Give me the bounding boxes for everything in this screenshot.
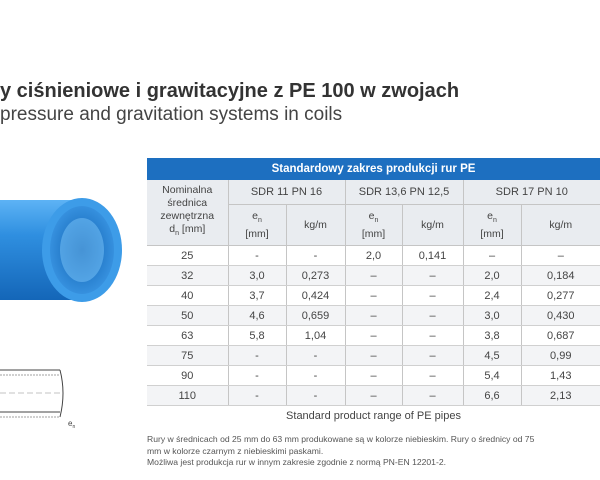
table-row xyxy=(147,266,600,286)
table-cell: - xyxy=(228,366,286,386)
pipe-range-table xyxy=(147,158,600,406)
table-row xyxy=(147,346,600,366)
table-cell: 3,7 xyxy=(228,286,286,306)
en-header: $e_n$ [mm] xyxy=(463,205,521,246)
table-cell: 0,659 xyxy=(286,306,345,326)
table-cell: 1,43 xyxy=(521,366,600,386)
table-caption-top: Standardowy zakres produkcji rur PE xyxy=(147,158,600,180)
table-cell: - xyxy=(228,386,286,406)
group-header-sdr17: SDR 17 PN 10 xyxy=(463,180,600,205)
table-row xyxy=(147,246,600,266)
table-cell: – xyxy=(402,306,463,326)
table-cell: 0,424 xyxy=(286,286,345,306)
table-cell: – xyxy=(345,306,402,326)
table-cell: 4,6 xyxy=(228,306,286,326)
title-polish: y ciśnieniowe i grawitacyjne z PE 100 w zwojach xyxy=(0,80,460,102)
table-cell: 0,141 xyxy=(402,246,463,266)
table-cell: 4,5 xyxy=(463,346,521,366)
table-cell: 0,687 xyxy=(521,326,600,346)
table-cell: – xyxy=(521,246,600,266)
table-row xyxy=(147,366,600,386)
table-cell: – xyxy=(402,286,463,306)
diameter-header: Nominalna średnica zewnętrzna $d_n$ [mm] xyxy=(147,180,228,246)
table-row xyxy=(147,286,600,306)
table-cell: 2,0 xyxy=(463,266,521,286)
note-line: Rury w średnicach od 25 mm do 63 mm produkowane są w kolorze niebieskim. Rury o średnicy od 75 xyxy=(147,434,535,444)
mass-header: kg/m xyxy=(402,205,463,246)
table-cell: 3,8 xyxy=(463,326,521,346)
table-cell: 0,430 xyxy=(521,306,600,326)
table-cell: – xyxy=(345,286,402,306)
table-cell: – xyxy=(463,246,521,266)
table-cell: - xyxy=(286,346,345,366)
diameter-cell: 32 xyxy=(147,266,228,286)
table-cell: 2,13 xyxy=(521,386,600,406)
table-row xyxy=(147,306,600,326)
pipe-illustration xyxy=(0,180,130,440)
diameter-cell: 50 xyxy=(147,306,228,326)
diameter-cell: 75 xyxy=(147,346,228,366)
table-cell: 2,4 xyxy=(463,286,521,306)
table-cell: – xyxy=(345,366,402,386)
diameter-cell: 25 xyxy=(147,246,228,266)
note-line: Możliwa jest produkcja rur w innym zakresie zgodnie z normą PN-EN 12201-2. xyxy=(147,457,446,467)
note-line: mm w kolorze czarnym z niebieskimi paskami. xyxy=(147,445,324,456)
table-body xyxy=(147,246,600,406)
table-cell: – xyxy=(402,326,463,346)
table-cell: - xyxy=(286,246,345,266)
diameter-cell: 63 xyxy=(147,326,228,346)
table-cell: 3,0 xyxy=(463,306,521,326)
table-cell: 2,0 xyxy=(345,246,402,266)
mass-header: kg/m xyxy=(521,205,600,246)
diameter-cell: 40 xyxy=(147,286,228,306)
en-header: $e_n$ [mm] xyxy=(228,205,286,246)
table-cell: - xyxy=(286,366,345,386)
group-header-sdr13-6: SDR 13,6 PN 12,5 xyxy=(345,180,463,205)
table-cell: – xyxy=(402,366,463,386)
table-cell: – xyxy=(345,266,402,286)
wall-label: $e_n$ xyxy=(68,419,76,430)
diameter-cell: 90 xyxy=(147,366,228,386)
diameter-cell: 110 xyxy=(147,386,228,406)
table-cell: - xyxy=(286,386,345,406)
table-cell: 5,8 xyxy=(228,326,286,346)
table-row xyxy=(147,386,600,406)
table-cell: 6,6 xyxy=(463,386,521,406)
group-header-sdr11: SDR 11 PN 16 xyxy=(228,180,345,205)
table-cell: – xyxy=(402,386,463,406)
table-cell: – xyxy=(402,346,463,366)
table-caption-bottom: Standard product range of PE pipes xyxy=(286,410,461,422)
title-english: pressure and gravitation systems in coils xyxy=(0,104,343,125)
table-cell: 0,273 xyxy=(286,266,345,286)
table-row xyxy=(147,326,600,346)
table-cell: – xyxy=(345,326,402,346)
table-cell: 5,4 xyxy=(463,366,521,386)
table-cell: – xyxy=(402,266,463,286)
table-cell: – xyxy=(345,346,402,366)
table-cell: - xyxy=(228,346,286,366)
table-cell: 0,277 xyxy=(521,286,600,306)
mass-header: kg/m xyxy=(286,205,345,246)
table-cell: 1,04 xyxy=(286,326,345,346)
notes xyxy=(147,434,600,469)
table-cell: - xyxy=(228,246,286,266)
table-cell: – xyxy=(345,386,402,406)
table-cell: 0,99 xyxy=(521,346,600,366)
pipe-range-table-container xyxy=(147,158,600,422)
table-cell: 0,184 xyxy=(521,266,600,286)
en-header: $e_n$ [mm] xyxy=(345,205,402,246)
table-cell: 3,0 xyxy=(228,266,286,286)
